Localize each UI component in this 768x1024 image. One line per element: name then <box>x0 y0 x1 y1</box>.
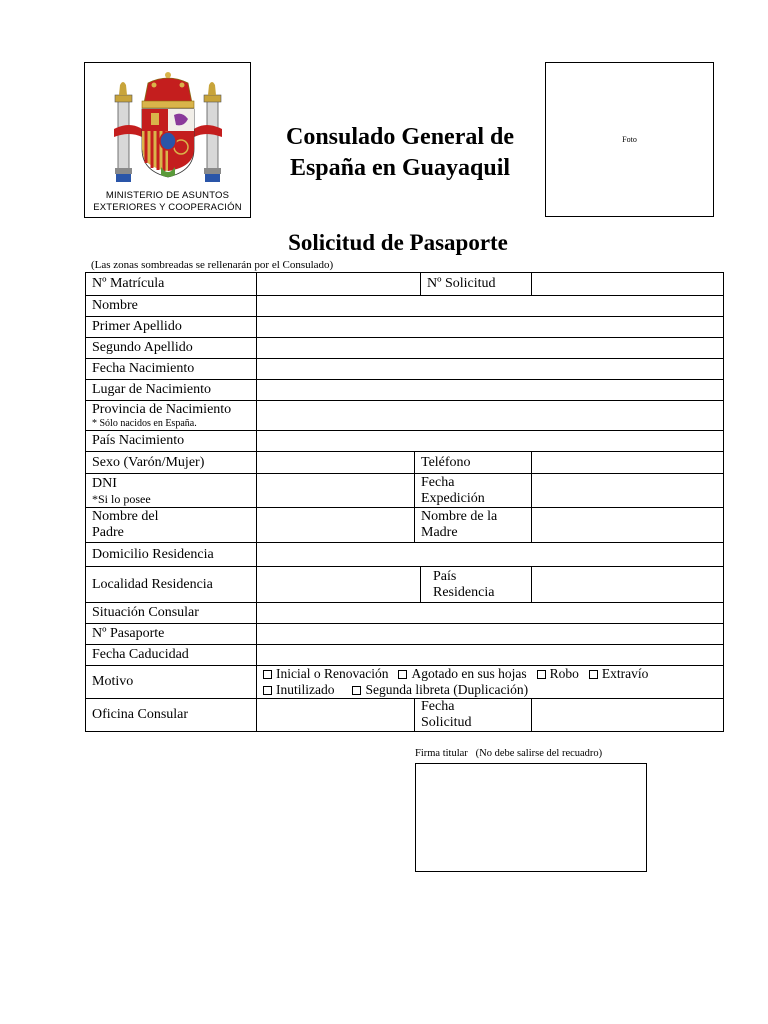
row-domicilio <box>86 543 724 567</box>
label-nombre-padre-1: Nombre del <box>92 509 159 524</box>
label-primer-apellido: Primer Apellido <box>86 317 257 338</box>
field-sexo[interactable] <box>257 452 415 474</box>
motivo-options <box>257 666 724 699</box>
ministry-name <box>85 190 250 213</box>
row-fecha-nacimiento <box>86 359 724 380</box>
form-note: (Las zonas sombreadas se rellenarán por el Consulado) <box>91 259 334 271</box>
option-robo-label: Robo <box>549 666 579 681</box>
row-sexo <box>86 452 724 474</box>
row-pasaporte <box>86 624 724 645</box>
field-domicilio[interactable] <box>257 543 724 567</box>
label-pais-residencia-1: País <box>433 568 457 584</box>
label-fecha-solicitud <box>415 699 532 732</box>
field-fecha-nacimiento[interactable] <box>257 359 724 380</box>
ministry-line1: MINISTERIO DE ASUNTOS <box>105 190 230 201</box>
field-nombre-madre[interactable] <box>532 508 724 543</box>
ministry-line2: EXTERIORES Y COOPERACIÓN <box>93 201 242 213</box>
option-inutilizado-label: Inutilizado <box>276 682 335 697</box>
checkbox-agotado[interactable] <box>398 670 407 679</box>
label-nombre: Nombre <box>86 296 257 317</box>
label-pais-nacimiento: País Nacimiento <box>86 431 257 452</box>
row-padres <box>86 508 724 543</box>
field-pasaporte[interactable] <box>257 624 724 645</box>
row-primer-apellido <box>86 317 724 338</box>
label-nombre-padre <box>86 508 257 543</box>
row-fecha-caducidad <box>86 645 724 666</box>
label-domicilio: Domicilio Residencia <box>86 543 257 567</box>
option-inicial[interactable] <box>263 666 388 681</box>
field-oficina-consular[interactable] <box>257 699 415 732</box>
row-nombre <box>86 296 724 317</box>
checkbox-inutilizado[interactable] <box>263 686 272 695</box>
label-fecha-caducidad: Fecha Caducidad <box>86 645 257 666</box>
option-agotado-label: Agotado en sus hojas <box>411 666 527 681</box>
coat-of-arms-icon <box>112 71 224 189</box>
label-dni <box>86 474 257 508</box>
checkbox-segunda[interactable] <box>352 686 361 695</box>
row-lugar-nacimiento <box>86 380 724 401</box>
row-motivo <box>86 666 724 699</box>
checkbox-extravio[interactable] <box>589 670 598 679</box>
label-nombre-madre-2: Madre <box>421 525 458 540</box>
label-nombre-madre <box>415 508 532 543</box>
signature-box[interactable] <box>415 763 647 872</box>
form-title: Solicitud de Pasaporte <box>288 230 508 255</box>
provincia-note: * Sólo nacidos en España. <box>92 418 197 429</box>
label-dni-text: DNI <box>92 475 117 491</box>
label-situacion-consular: Situación Consular <box>86 603 257 624</box>
field-fecha-solicitud[interactable] <box>532 699 724 732</box>
field-pais-nacimiento[interactable] <box>257 431 724 452</box>
option-inutilizado[interactable] <box>263 682 334 697</box>
option-extravio-label: Extravío <box>601 666 649 681</box>
label-fecha-expedicion-1: Fecha <box>421 474 455 490</box>
option-segunda[interactable] <box>352 682 528 697</box>
row-situacion-consular <box>86 603 724 624</box>
photo-box <box>545 62 714 217</box>
photo-label: Foto <box>622 135 637 144</box>
option-segunda-label: Segunda libreta (Duplicación) <box>365 682 529 697</box>
checkbox-inicial[interactable] <box>263 670 272 679</box>
label-pasaporte: Nº Pasaporte <box>86 624 257 645</box>
label-telefono: Teléfono <box>415 452 532 474</box>
label-nombre-madre-1: Nombre de la <box>421 509 498 524</box>
field-segundo-apellido[interactable] <box>257 338 724 359</box>
label-segundo-apellido: Segundo Apellido <box>86 338 257 359</box>
label-pais-residencia <box>421 567 532 603</box>
field-pais-residencia[interactable] <box>532 567 724 603</box>
field-situacion-consular[interactable] <box>257 603 724 624</box>
label-oficina-consular: Oficina Consular <box>86 699 257 732</box>
field-lugar-nacimiento[interactable] <box>257 380 724 401</box>
row-dni <box>86 474 724 508</box>
field-fecha-expedicion[interactable] <box>532 474 724 508</box>
label-sexo: Sexo (Varón/Mujer) <box>86 452 257 474</box>
consulate-title-line1: Consulado General de <box>285 124 515 150</box>
consulate-title <box>262 122 538 184</box>
field-solicitud[interactable] <box>532 273 724 296</box>
field-fecha-caducidad[interactable] <box>257 645 724 666</box>
label-nombre-padre-2: Padre <box>92 525 124 540</box>
label-provincia-nacimiento <box>86 401 257 431</box>
consulate-title-line2: España en Guayaquil <box>289 155 511 181</box>
row-oficina-consular <box>86 699 724 732</box>
row-segundo-apellido <box>86 338 724 359</box>
row-provincia-nacimiento <box>86 401 724 431</box>
label-fecha-solicitud-1: Fecha <box>421 699 455 714</box>
label-lugar-nacimiento: Lugar de Nacimiento <box>86 380 257 401</box>
label-solicitud: Nº Solicitud <box>421 273 532 296</box>
motivo-options-line2 <box>263 682 723 698</box>
field-nombre[interactable] <box>257 296 724 317</box>
checkbox-robo[interactable] <box>537 670 546 679</box>
field-primer-apellido[interactable] <box>257 317 724 338</box>
label-fecha-expedicion-2: Expedición <box>421 490 485 506</box>
field-nombre-padre[interactable] <box>257 508 415 543</box>
label-motivo: Motivo <box>86 666 257 699</box>
option-agotado[interactable] <box>398 666 526 681</box>
field-localidad[interactable] <box>257 567 421 603</box>
motivo-options-line1 <box>263 666 723 682</box>
label-pais-residencia-2: Residencia <box>433 584 495 600</box>
label-matricula: Nº Matrícula <box>86 273 257 296</box>
label-fecha-nacimiento: Fecha Nacimiento <box>86 359 257 380</box>
row-localidad <box>86 567 724 603</box>
row-matricula <box>86 273 724 296</box>
application-form-table <box>85 272 724 732</box>
option-robo[interactable] <box>537 666 579 681</box>
option-inicial-label: Inicial o Renovación <box>276 666 389 681</box>
field-matricula[interactable] <box>257 273 421 296</box>
field-provincia-nacimiento[interactable] <box>257 401 724 431</box>
dni-note: *Si lo posee <box>92 491 151 506</box>
field-dni[interactable] <box>257 474 415 508</box>
label-fecha-expedicion <box>415 474 532 508</box>
label-provincia-text: Provincia de Nacimiento <box>92 402 232 417</box>
label-localidad: Localidad Residencia <box>86 567 257 603</box>
row-pais-nacimiento <box>86 431 724 452</box>
ministry-logo-box <box>84 62 251 218</box>
label-fecha-solicitud-2: Solicitud <box>421 715 472 730</box>
signature-label: Firma titular (No debe salirse del recuadro) <box>415 748 603 759</box>
field-telefono[interactable] <box>532 452 724 474</box>
option-extravio[interactable] <box>589 666 649 681</box>
